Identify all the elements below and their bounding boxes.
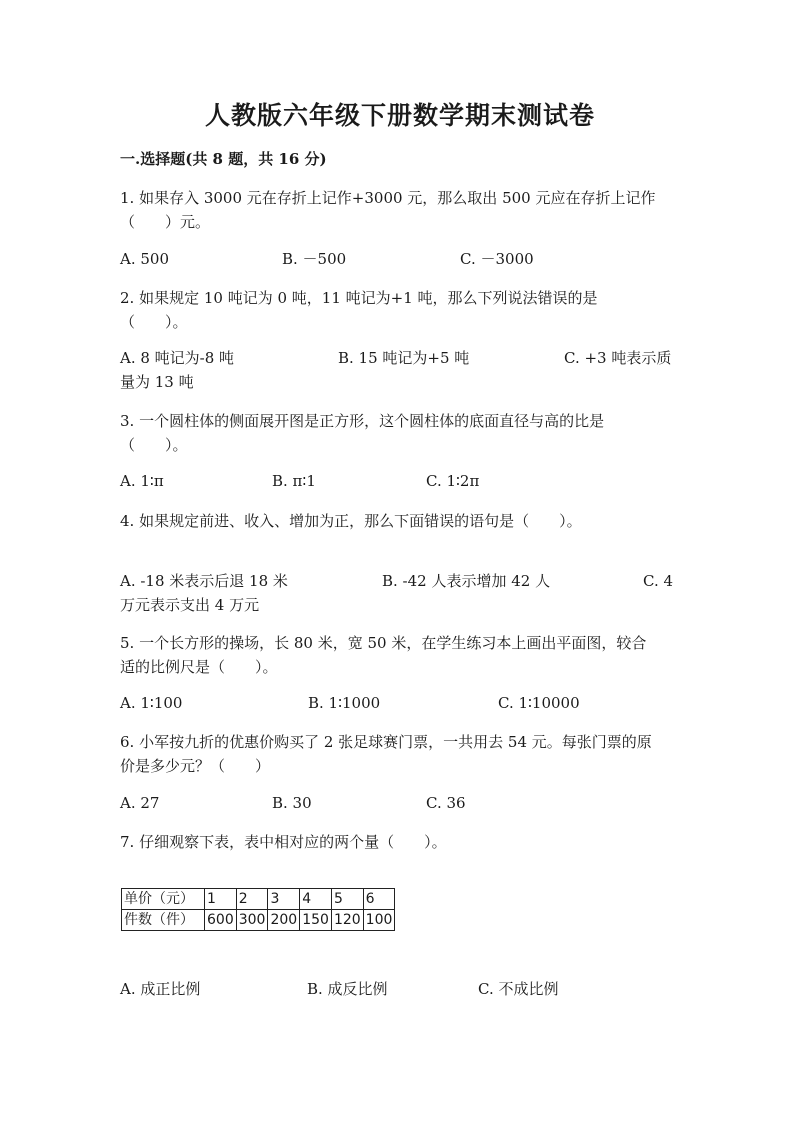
question-2-option-b: B. 15 吨记为+5 吨 — [338, 349, 470, 367]
section-heading: 一.选择题(共 8 题，共 16 分) — [120, 150, 327, 168]
table-cell: 1 — [205, 889, 237, 910]
question-2-blank: （ ）。 — [120, 313, 188, 331]
question-4-option-c-cont: 万元表示支出 4 万元 — [120, 596, 260, 614]
question-2-option-a: A. 8 吨记为-8 吨 — [120, 349, 235, 367]
table-cell: 2 — [236, 889, 268, 910]
table-cell: 4 — [300, 889, 332, 910]
table-row — [122, 889, 395, 910]
table-header-cell: 件数（件） — [122, 910, 205, 931]
question-1-text: 1. 如果存入 3000 元在存折上记作+3000 元，那么取出 500 元应在存折上记作 — [120, 189, 656, 207]
table-cell: 200 — [268, 910, 300, 931]
question-6-option-b: B. 30 — [272, 794, 312, 812]
question-6-option-a: A. 27 — [120, 794, 160, 812]
question-5-text: 5. 一个长方形的操场，长 80 米，宽 50 米，在学生练习本上画出平面图，较合 — [120, 634, 647, 652]
page-title: 人教版六年级下册数学期末测试卷 — [204, 101, 595, 130]
question-7-option-a: A. 成正比例 — [120, 980, 201, 998]
table-cell: 600 — [205, 910, 237, 931]
question-7-option-b: B. 成反比例 — [307, 980, 388, 998]
question-2-option-c: C. +3 吨表示质 — [564, 349, 672, 367]
question-3-option-a: A. 1∶π — [120, 472, 164, 490]
question-2-text: 2. 如果规定 10 吨记为 0 吨，11 吨记为+1 吨，那么下列说法错误的是 — [120, 289, 598, 307]
question-3-option-b: B. π∶1 — [272, 472, 316, 490]
question-5-blank: 适的比例尺是（ ）。 — [120, 658, 278, 676]
question-3-option-c: C. 1∶2π — [426, 472, 480, 490]
question-3-text: 3. 一个圆柱体的侧面展开图是正方形，这个圆柱体的底面直径与高的比是 — [120, 412, 605, 430]
question-2-option-c-cont: 量为 13 吨 — [120, 373, 194, 391]
question-6-option-c: C. 36 — [426, 794, 466, 812]
question-7-text: 7. 仔细观察下表，表中相对应的两个量（ ）。 — [120, 833, 447, 851]
question-7-option-c: C. 不成比例 — [478, 980, 559, 998]
table-cell: 3 — [268, 889, 300, 910]
question-6-text: 6. 小军按九折的优惠价购买了 2 张足球赛门票，一共用去 54 元。每张门票的原 — [120, 733, 652, 751]
question-5-option-c: C. 1∶10000 — [498, 694, 580, 712]
table-cell: 120 — [331, 910, 363, 931]
table-cell: 6 — [363, 889, 395, 910]
table-cell: 150 — [300, 910, 332, 931]
question-4-option-c: C. 4 — [643, 572, 674, 590]
question-1-option-a: A. 500 — [120, 250, 169, 268]
table-cell: 100 — [363, 910, 395, 931]
question-1-option-c: C. －3000 — [460, 250, 534, 268]
table-cell: 300 — [236, 910, 268, 931]
data-table — [121, 888, 395, 931]
question-1-option-b: B. －500 — [282, 250, 347, 268]
table-header-cell: 单价（元） — [122, 889, 205, 910]
question-4-option-a: A. -18 米表示后退 18 米 — [120, 572, 288, 590]
question-1-blank: （ ）元。 — [120, 213, 211, 231]
question-4-option-b: B. -42 人表示增加 42 人 — [382, 572, 551, 590]
question-5-option-a: A. 1∶100 — [120, 694, 183, 712]
question-6-blank: 价是多少元？（ ） — [120, 757, 271, 775]
question-3-blank: （ ）。 — [120, 436, 188, 454]
table-cell: 5 — [331, 889, 363, 910]
question-4-text: 4. 如果规定前进、收入、增加为正，那么下面错误的语句是（ ）。 — [120, 512, 582, 530]
table-row — [122, 910, 395, 931]
question-5-option-b: B. 1∶1000 — [308, 694, 381, 712]
